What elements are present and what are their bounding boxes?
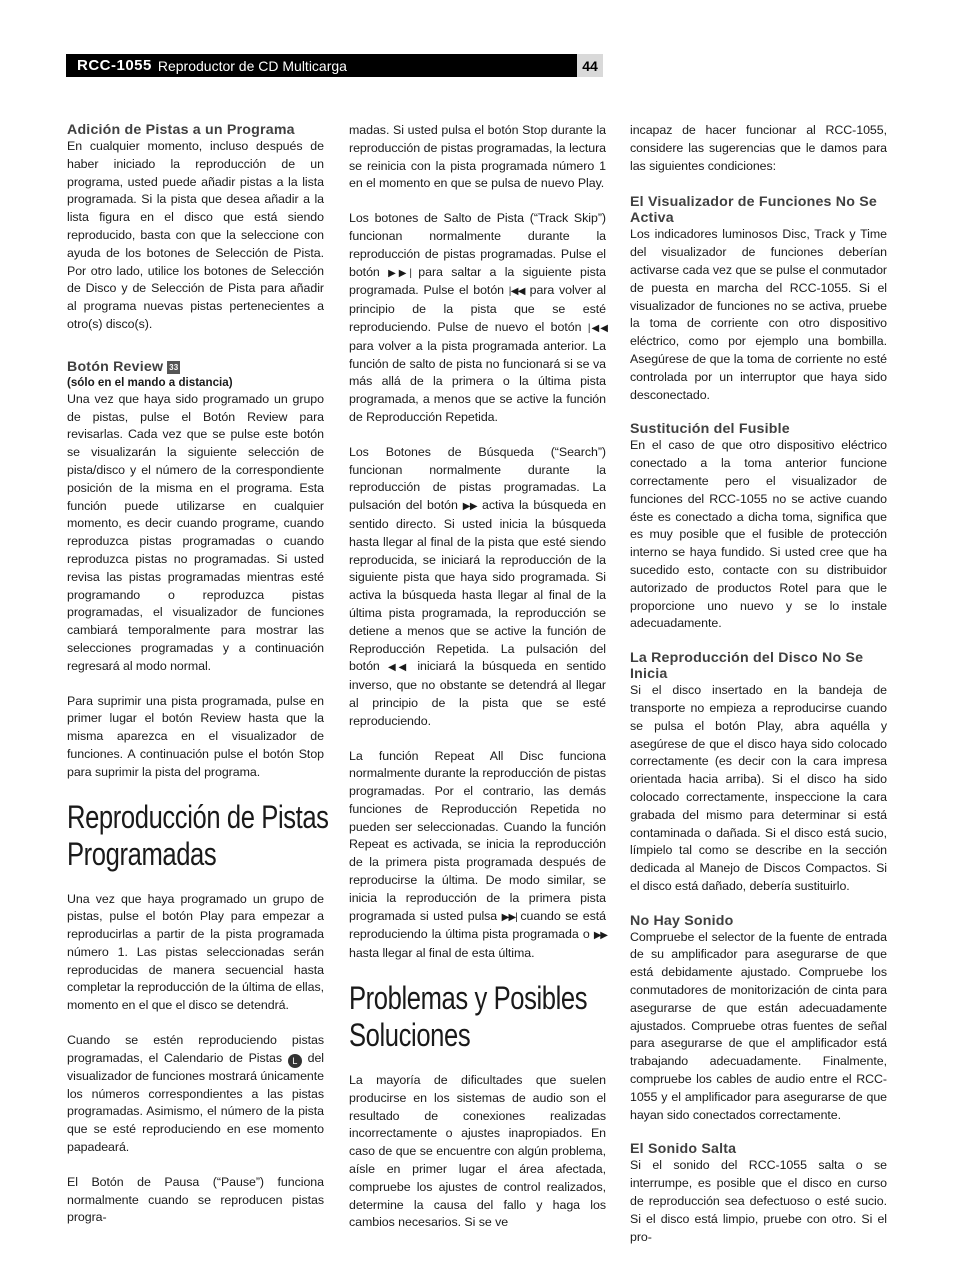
- skip-text-c: para volver al principio de la pista que se esté reproduciendo. Pulse de nuevo el botón: [349, 283, 607, 334]
- calendar-marker-icon: L: [288, 1054, 302, 1068]
- fast-forward-icon: ▶▶: [462, 501, 478, 513]
- column-3: [630, 122, 887, 1263]
- paragraph-repeat: [349, 748, 606, 964]
- heading-no-sound: No Hay Sonido: [630, 912, 734, 929]
- prev-track-icon: |◀◀: [587, 322, 606, 334]
- paragraph-no-sound: Compruebe el selector de la fuente de entrada de su amplificador para asegurarse de que está debidamente ajustado. Compruebe los conmutadores de monitorización de cinta para asegurarse de que están adecuadamente ajustados. Compruebe otras fuentes de señal para asegurarse de que el amplificador está trabajando adecuadamente. Finalmente, compruebe los cables de audio entre el RCC-1055 y el amplificador para asegurarse de que hayan sido conectados correctamente.: [630, 929, 887, 1122]
- heading-display: El Visualizador de Funciones No Se Activa: [630, 194, 877, 227]
- paragraph-display: Los indicadores luminosos Disc, Track y Time del visualizador de funciones deberían activarse cada vez que se pulse el conmutador de puesta en marcha del RCC-1055. Si el visualizador de funciones no se activa, pruebe la toma de corriente con otro dispositivo eléctrico, como por ejemplo una bombilla. Asegúrese de que la toma de corriente no esté controlada por un interruptor que haya sido desconectado.: [630, 227, 887, 402]
- header-title: Reproductor de CD Multicarga: [157, 57, 347, 74]
- repeat-text-b: cuando se está reproduciendo la última pista programada o: [349, 908, 606, 942]
- section-title-problems: Problemas y Posibles Soluciones: [349, 980, 588, 1054]
- skip-text-b: para saltar a la siguiente pista programada. Pulse el botón: [349, 264, 606, 298]
- search-text-b: activa la búsqueda en sentido directo. Si usted inicia la búsqueda hasta llegar al final de la pista que esté siendo reproducida, se iniciará la reproducción de la siguiente pista que haya sido programada. Si activa la búsqueda hasta llegar al final de la última pista programada, la reproducción se detiene a menos que se active la función de Reproducción Repetida. La pulsación del botón: [349, 498, 606, 674]
- heading-disc-no-start: La Reproducción del Disco No Se Inicia: [630, 650, 864, 683]
- paragraph-sound-skips: Si el sonido del RCC-1055 salta o se interrumpe, es posible que el disco en curso de reproducción sea defectuoso o esté sucio. Si el disco está limpio, pruebe con otro. Si el pro-: [630, 1158, 887, 1244]
- column-2: [349, 122, 606, 1249]
- paragraph-programmed-2: [67, 1032, 324, 1157]
- heading-add-tracks: Adición de Pistas a un Programa: [67, 122, 295, 138]
- header-bar: [66, 54, 603, 77]
- paragraph-disc-no-start: Si el disco insertado en la bandeja de transporte no empieza a reproducirse cuando se pulsa el botón Play, abra aquélla y asegúrese de que el disco haya sido colocado correctamente (es decir con la cara impresa orientada hacia arriba). Si el disco ha sido colocado correctamente, inspeccione la cara grabada del mismo para determinar si está contaminada o dañada. Si el disco está sucio, límpielo tal como se describe en la sección dedicada al Manejo de Discos Compactos. Si el disco está dañado, debería sustituirlo.: [630, 683, 887, 893]
- fast-forward-icon: ▶▶: [593, 930, 606, 942]
- paragraph-continue-3: incapaz de hacer funcionar al RCC-1055, considere las sugerencias que le damos para las siguientes condiciones:: [630, 123, 887, 173]
- paragraph-track-skip: [349, 210, 606, 427]
- programmed-2-b: del visualizador de funciones mostrará únicamente los números correspondientes a las pistas programadas. Asimismo, el número de la pista que se esté reproduciendo en ese momento papadeará.: [67, 1050, 324, 1155]
- search-text-a: Los Botones de Búsqueda (“Search”) funcionan normalmente durante la reproducción de pistas programadas. La pulsación del botón: [349, 444, 606, 513]
- paragraph-problems: La mayoría de dificultades que suelen producirse en los sistemas de audio son el resultado de conexiones realizadas incorrectamente o ajustes inapropiados. En caso de que se encuentre con algún problema, aísle en primer lugar el área afectada, compruebe los ajustes de control realizados, determine la causa del fallo y haga los cambios necesarios. Si se ve: [349, 1073, 606, 1230]
- next-track-icon: ▶▶|: [501, 911, 516, 923]
- paragraph-add-tracks: En cualquier momento, incluso después de haber iniciado la reproducción de un programa, usted puede añadir pistas a la lista programada. Si la pista que desea añadir a la lista figura en el disco que está siendo reproducido, basta con que la seleccione con ayuda de los botones de Selección de Pista. Por otro lado, utilice los botones de Selección de Disco y de Selección de Pista para añadir al programa nuevas pistas pertenecientes a otro(s) disco(s).: [67, 139, 324, 331]
- section-title-programmed: Reproducción de Pistas Programadas: [67, 798, 329, 872]
- paragraph-programmed-1: Una vez que haya programado un grupo de pistas, pulse el botón Play para empezar a reproducirlas a partir de la pista programada número 1. Las pistas seleccionadas serán reproducidas de manera secuencial hasta completar la reproducción de la última de ellas, momento en el que el disco se detendrá.: [67, 891, 324, 1013]
- paragraph-fuse: En el caso de que otro dispositivo eléctrico conectado a la toma anterior funcione correctamente pero el visualizador de funciones del RCC-1055 no se active cuando éste es conectado a dicha toma, significa que es muy posible que el fusible de protección interno se haya fundido. Si usted cree que ha sucedido esto, contacte con su distribuidor autorizado de productos Rotel para que le proporcione uno nuevo y se lo instale adecuadamente.: [630, 438, 887, 631]
- heading-review-button: [67, 359, 324, 375]
- paragraph-pause: El Botón de Pausa (“Pause”) funciona normalmente cuando se reproducen pistas progra-: [67, 1174, 324, 1225]
- repeat-text-c: hasta llegar al final de esta última.: [349, 946, 535, 961]
- skip-text-a: Los botones de Salto de Pista (“Track Skip”) funcionan normalmente durante la reproducción de pistas programadas. Pulse el botón: [349, 211, 606, 279]
- paragraph-review-1: Una vez que haya sido programado un grupo de pistas, pulse el Botón Review para revisarlas. Cada vez que se pulse este botón se visualizarán la siguiente selección de pista/disco y el número de la correspondiente posición de la misma en el programa. Esta función puede utilizarse en cualquier momento, es decir cuando programe, cuando reproduzca pistas programadas o cuando reproduzca pistas no programadas. Si usted revisa las pistas programadas mientras esté programando o reproduzca pistas programadas, el visualizador de funciones cambiará temporalmente para mostrar las selecciones programadas y a continuación regresará al modo normal.: [67, 391, 324, 673]
- review-badge: 33: [169, 362, 179, 372]
- page-number: 44: [577, 54, 603, 77]
- heading-sound-skips: El Sonido Salta: [630, 1141, 737, 1158]
- search-text-c: iniciará la búsqueda en sentido inverso, que no obstante se detendrá al llegar al principio de la pista que se esté reproduciendo.: [349, 659, 606, 728]
- next-track-icon: ▶▶|: [388, 267, 410, 279]
- skip-text-d: para volver a la pista programada anterior. La función de salto de pista no funcionará si se va más allá de la primera o la última pista programada, a menos que se active la función de Reproducción Repetida.: [349, 338, 606, 424]
- review-heading-text: Botón Review: [67, 358, 164, 375]
- rewind-icon: ◀◀: [388, 662, 410, 674]
- programmed-2-a: Cuando se estén reproduciendo pistas programadas, el Calendario de Pistas: [67, 1033, 324, 1065]
- prev-track-icon: |◀◀: [508, 286, 525, 298]
- review-subheading: (sólo en el mando a distancia): [67, 375, 233, 389]
- heading-fuse: Sustitución del Fusible: [630, 421, 790, 438]
- repeat-text-a: La función Repeat All Disc funciona normalmente durante la reproducción de pistas programadas. Por el contrario, las demás funciones de Reproducción Repetida no pueden ser seleccionadas. Cuando la función Repeat es activada, se inicia la reproducción de la primera pista programada después de reproducirse la última. De modo similar, se inicia la reproducción de la primera pista programada si usted pulsa: [349, 748, 606, 923]
- column-1: [67, 122, 329, 1244]
- model-name: RCC-1055: [77, 57, 152, 74]
- paragraph-review-2: Para suprimir una pista programada, pulse en primer lugar el botón Review hasta que la misma aparezca en el visualizador de funciones. A continuación pulse el botón Stop para suprimir la pista del programa.: [67, 693, 324, 779]
- paragraph-search: [349, 444, 606, 731]
- paragraph-continue: madas. Si usted pulsa el botón Stop durante la reproducción de pistas programadas, la lectura se reinicia con la pista programada número 1 en el momento en que se pulsa de nuevo Play.: [349, 123, 606, 191]
